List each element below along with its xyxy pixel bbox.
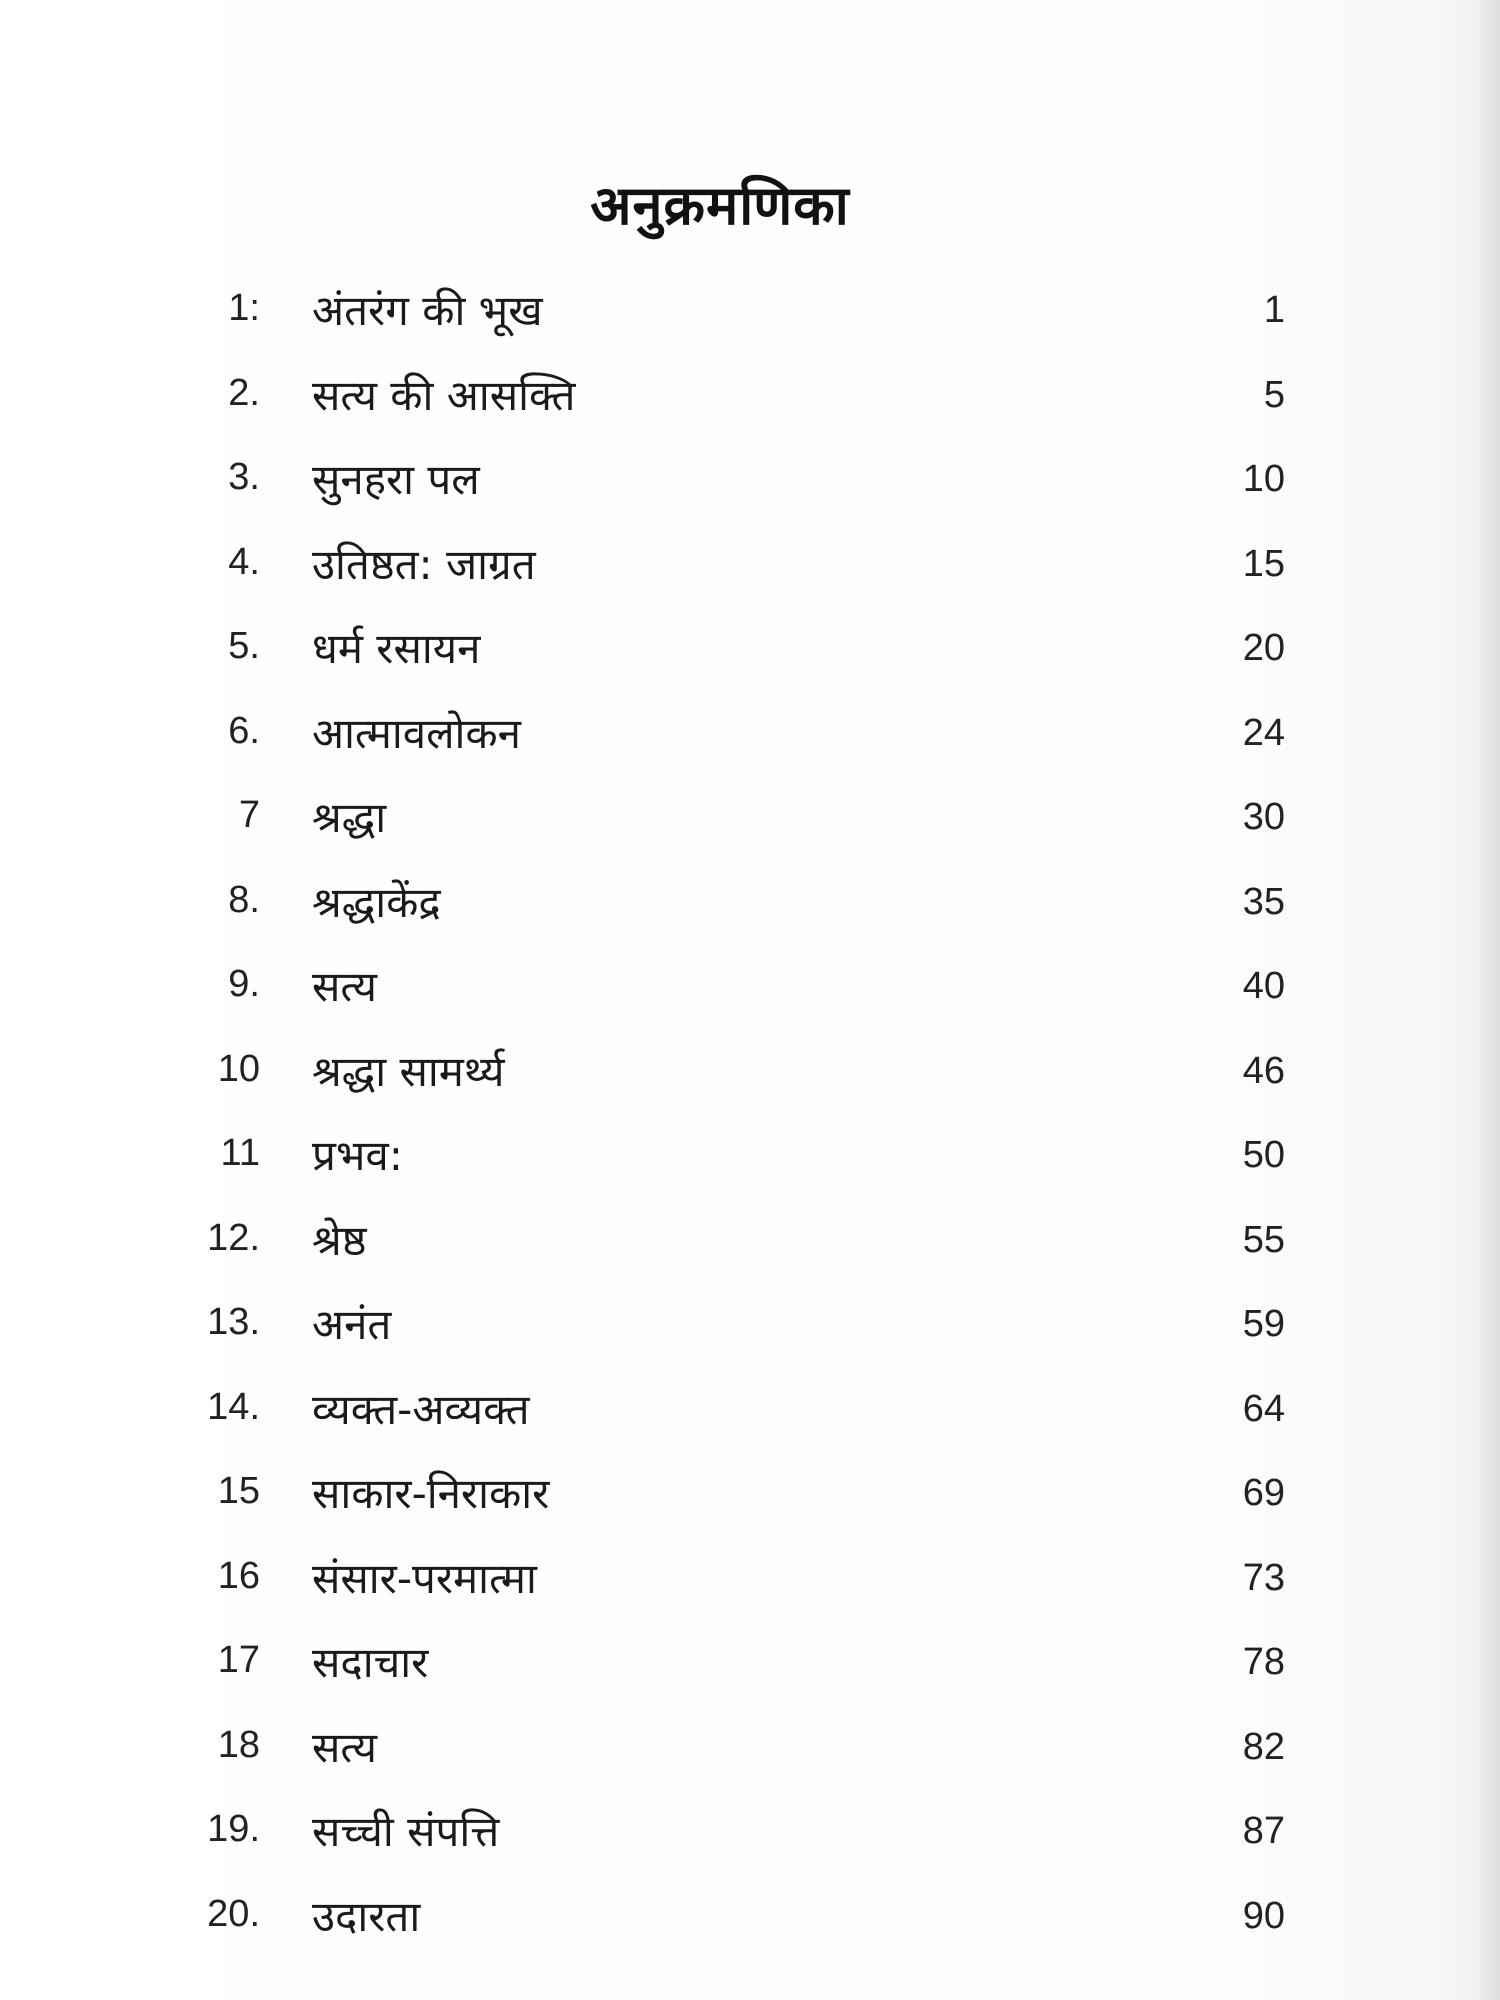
chapter-number: 5. [228,625,260,667]
chapter-title: श्रद्धा सामर्थ्य [312,1046,505,1096]
page-number: 46 [1242,1049,1285,1092]
chapter-title: प्रभव: [312,1131,403,1180]
chapter-title: उतिष्ठत: जाग्रत [312,539,536,589]
chapter-title: धर्म रसायन [312,624,481,673]
chapter-number: 8. [228,878,260,921]
chapter-title: आत्मावलोकन [312,708,521,758]
page-number: 50 [1242,1134,1285,1176]
toc-row [0,782,1500,867]
chapter-title: उदारता [312,1891,421,1941]
page-number: 35 [1242,880,1285,923]
chapter-title: सत्य [312,1722,377,1772]
page-number: 87 [1242,1810,1285,1852]
page-number: 24 [1242,711,1285,754]
toc-row [0,951,1500,1036]
toc-row [0,1796,1500,1881]
toc-row [0,1627,1500,1712]
toc-row [0,1289,1500,1374]
chapter-title: श्रेष्ठ [312,1215,367,1265]
chapter-number: 1: [228,287,260,329]
toc-row [0,1458,1500,1543]
toc-row [0,613,1500,698]
chapter-number: 11 [220,1132,260,1174]
table-of-contents [0,275,1500,1965]
page-title: अनुक्रमणिका [590,174,850,238]
toc-row [0,275,1500,360]
page-number: 90 [1242,1894,1285,1937]
chapter-number: 12. [207,1216,260,1259]
chapter-number: 13. [207,1301,260,1343]
toc-row [0,1120,1500,1205]
page-number: 64 [1242,1387,1285,1430]
chapter-title: सत्य [312,962,377,1011]
page-number: 59 [1242,1303,1285,1345]
page-number: 78 [1242,1641,1285,1683]
chapter-number: 10 [217,1047,260,1090]
toc-row [0,444,1500,529]
toc-row [0,529,1500,614]
toc-row [0,1543,1500,1628]
chapter-number: 18 [217,1723,260,1766]
chapter-title: श्रद्धाकेंद्र [312,877,441,927]
chapter-title: व्यक्त-अव्यक्त [312,1384,530,1434]
chapter-number: 16 [217,1554,260,1597]
chapter-number: 20. [207,1892,260,1935]
chapter-number: 9. [228,963,260,1005]
chapter-title: श्रद्धा [312,793,387,842]
chapter-title: साकार-निराकार [312,1469,550,1518]
chapter-number: 14. [207,1385,260,1428]
page-number: 5 [1263,373,1285,416]
chapter-number: 2. [228,371,260,414]
chapter-title: अनंत [312,1300,392,1349]
chapter-number: 19. [207,1808,260,1850]
toc-row [0,1881,1500,1966]
chapter-number: 6. [228,709,260,752]
toc-row [0,1712,1500,1797]
chapter-title: संसार-परमात्मा [312,1553,537,1603]
chapter-number: 3. [228,456,260,498]
page-number: 10 [1242,458,1285,500]
page-number: 69 [1242,1472,1285,1514]
toc-row [0,1374,1500,1459]
page-number: 1 [1263,289,1285,331]
page-number: 73 [1242,1556,1285,1599]
toc-row [0,698,1500,783]
chapter-title: अंतरंग की भूख [312,286,543,335]
page-number: 15 [1242,542,1285,585]
toc-row [0,1036,1500,1121]
chapter-title: सदाचार [312,1638,429,1687]
toc-row [0,1205,1500,1290]
chapter-title: सच्ची संपत्ति [312,1807,500,1856]
chapter-number: 4. [228,540,260,583]
page-number: 55 [1242,1218,1285,1261]
page-number: 82 [1242,1725,1285,1768]
chapter-title: सत्य की आसक्ति [312,370,576,420]
toc-row [0,867,1500,952]
page-number: 20 [1242,627,1285,669]
toc-row [0,360,1500,445]
page-number: 30 [1242,796,1285,838]
chapter-number: 15 [217,1470,260,1512]
page-number: 40 [1242,965,1285,1007]
chapter-title: सुनहरा पल [312,455,480,504]
chapter-number: 7 [238,794,260,836]
chapter-number: 17 [217,1639,260,1681]
